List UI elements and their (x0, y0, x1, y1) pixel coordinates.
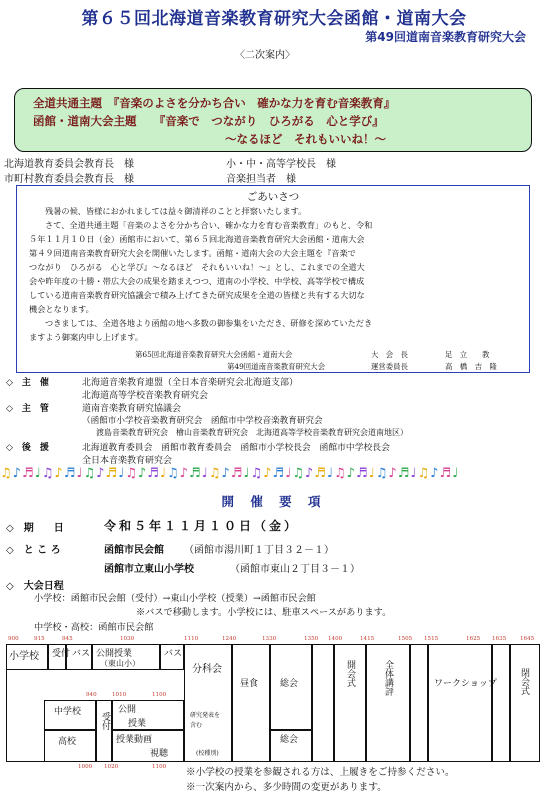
plenary-label: 総会 (280, 679, 299, 689)
signature-role-1: 大 会 長 (371, 350, 408, 359)
jh-class-label-2: 授業 (128, 719, 147, 729)
greeting-line: さて、全道共通主題「音楽のよさを分かち合い、確かな力を育む音楽教育」のもと、令和 (45, 220, 373, 230)
lunch-cell (232, 644, 270, 762)
lecture-label: 全体講評 (383, 660, 393, 696)
time-tick: 1030 (120, 636, 135, 642)
theme-line-1: 全道共通主題 『音楽のよさを分かち合い 確かな力を育む音楽教育』 (33, 96, 396, 110)
greeting-line: 機会となります。 (29, 304, 94, 314)
time-tick: 1645 (520, 636, 535, 642)
jh-label: 中学校 (54, 707, 82, 717)
opening-label: 開会式 (345, 660, 355, 687)
gap-cell-2 (410, 644, 428, 762)
reception-label-1: 受付 (52, 649, 71, 659)
date-value: 令和５年１１月１０日（金） (104, 519, 300, 533)
page-title: 第６５回北海道音楽教育研究大会函館・道南大会 (81, 9, 467, 29)
breakout-sub-1: 研究発表を (190, 712, 221, 719)
place-label: ◇ と こ ろ (6, 545, 61, 556)
venue-2-address: （函館市東山２丁目３－１） (230, 564, 360, 575)
manage-label: ◇ 主 管 (6, 404, 49, 414)
host-line-1: 北海道音楽教育連盟（全日本音楽研究会北海道支部） (82, 378, 299, 388)
timetable-note-2: ※一次案内から、多少時間の変更があります。 (186, 782, 387, 793)
greeting-line: ますよう御案内申し上げます。 (29, 332, 143, 342)
closing-cell (510, 644, 540, 762)
gap-cell-3 (492, 644, 510, 762)
bus-note: ※バスで移動します。小学校には、駐車スペースがあります。 (136, 607, 392, 618)
signature-name-1: 足 立 教 (445, 350, 490, 359)
time-tick: 915 (34, 636, 45, 642)
time-tick: 1240 (222, 636, 237, 642)
greeting-line: つきましては、全道各地より函館の地へ多数の御参集をいただき、研修を深めていただき (45, 318, 373, 328)
reception-label-2: 受付 (100, 712, 110, 730)
breakout-sub-2: 含む (190, 722, 203, 729)
venue-1: 函館市民会館 (104, 545, 164, 556)
hs-video-label-1: 授業動画 (116, 735, 153, 745)
greeting-line: ５年１１月１０日（金）函館市において、第６５回北海道音楽教育研究大会函館・道南大会 (29, 234, 365, 244)
time-tick: 1635 (492, 636, 507, 642)
time-tick: 1415 (360, 636, 375, 642)
open-class-label: 公開授業 (96, 649, 133, 659)
gap-cell (312, 644, 334, 762)
addressee-2: 小・中・高等学校長 様 (226, 159, 336, 170)
closing-label: 閉会式 (519, 668, 529, 695)
time-tick: 1505 (398, 636, 413, 642)
bus-label-2: バス (164, 649, 183, 659)
music-notes-decoration: ♫♪♬♩♫♪♬♩♫♪♬♩♫♪♬♩♫♪♬♩♫♪♬♩♫♪♬♩♫♪♬♩♫♪♬♩♫♪♬♩♫♪♬♩ (0, 466, 460, 481)
host-line-2: 北海道高等学校音楽教育研究会 (82, 391, 209, 401)
signature-org-1: 第65回北海道音楽教育研究大会函館・道南大会 (135, 350, 293, 359)
greeting-line: 第４９回道南音楽教育研究大会を開催いたします。函館・道南大会の大会主題を『音楽で (29, 248, 356, 258)
greeting-line: 残暑の候、皆様におかれましては益々御清祥のことと拝察いたします。 (45, 206, 307, 216)
notice-label: 〈二次案内〉 (235, 50, 295, 61)
open-class-sub: （東山小） (100, 659, 140, 668)
addressee-3: 市町村教育委員会教育長 様 (4, 174, 134, 185)
time-tick: 1100 (152, 764, 167, 770)
hs-video-label-2: 視聴 (150, 749, 169, 759)
breakout-label: 分科会 (192, 664, 222, 675)
addressee-1: 北海道教育委員会教育長 様 (4, 159, 134, 170)
host-label: ◇ 主 催 (6, 378, 49, 388)
time-tick: 1625 (466, 636, 481, 642)
elementary-route: 小学校：函館市民会館（受付）→東山小学校（授業）→函館市民会館 (34, 593, 316, 604)
date-label: ◇ 期 日 (6, 523, 64, 534)
time-tick: 1010 (112, 692, 127, 698)
time-tick: 1110 (184, 636, 199, 642)
summary-heading: 開 催 要 項 (221, 494, 327, 509)
greeting-line: 会や昨年度の十勝・帯広大会の成果を踏まえつつ、道南の小学校、中学校、高等学校で構成 (29, 276, 365, 286)
lunch-label: 昼食 (240, 679, 259, 689)
workshop-cell (428, 644, 492, 762)
addressee-4: 音楽担当者 様 (226, 174, 296, 185)
signature-org-2: 第49回道南音楽教育研究大会 (227, 362, 326, 371)
plenary-label-2: 総会 (280, 735, 299, 745)
timetable-note-1: ※小学校の授業を参観される方は、上履きをご持参ください。 (186, 767, 455, 778)
theme-line-3: ～なるほど それもいいね！～ (225, 132, 386, 146)
time-tick: 1400 (328, 636, 343, 642)
theme-box (14, 88, 532, 152)
page-subtitle: 第49回道南音楽教育研究大会 (365, 30, 526, 44)
workshop-label: ワークショップ (434, 679, 497, 689)
time-tick: 1020 (104, 764, 119, 770)
signature-name-2: 高 橋 吉 隆 (445, 362, 497, 371)
time-tick: 1330 (262, 636, 277, 642)
time-tick: 1350 (304, 636, 319, 642)
bus-label: バス (72, 649, 91, 659)
venue-1-address: （函館市湯川町１丁目３２－１） (184, 545, 334, 556)
manage-line-1: 道南音楽教育研究協議会 (82, 404, 182, 414)
signature-role-2: 運営委員長 (371, 362, 408, 371)
support-line-1: 北海道教育委員会 函館市教育委員会 函館市小学校長会 函館市中学校長会 (82, 443, 390, 453)
time-tick: 945 (62, 636, 73, 642)
breakout-sub-3: (校種別) (196, 750, 219, 757)
greeting-box (16, 185, 530, 373)
support-line-2: 全日本音楽教育研究会 (82, 456, 173, 466)
reception-cell-2 (96, 700, 112, 762)
jh-hs-route: 中学校・高校：函館市民会館 (34, 622, 154, 633)
time-tick: 940 (86, 692, 97, 698)
time-tick: 900 (8, 636, 19, 642)
schedule-label: ◇ 大会日程 (6, 581, 64, 592)
support-label: ◇ 後 援 (6, 443, 49, 453)
greeting-line: している道南音楽教育研究協議会で積み上げてきた研究成果を全道の皆様と共有する大切な (29, 290, 365, 300)
manage-line-2: （函館市小学校音楽教育研究会 函館市中学校音楽教育研究会 (82, 416, 323, 426)
time-tick: 1515 (424, 636, 439, 642)
time-tick: 1000 (78, 764, 93, 770)
manage-line-3: 渡島音楽教育研究会 檜山音楽教育研究会 北海道高等学校音楽教育研究会道南地区） (96, 428, 408, 437)
greeting-title: ごあいさつ (246, 191, 300, 203)
greeting-line: つながり ひろがる 心と学び』～なるほど それもいいね！～』とし、これまでの全道大 (29, 262, 365, 272)
jh-class-label-1: 公開 (118, 705, 137, 715)
elementary-label: 小学校 (9, 651, 39, 662)
theme-line-2: 函館・道南大会主題 『音楽で つながり ひろがる 心と学び』 (33, 114, 384, 128)
time-tick: 1100 (152, 692, 167, 698)
venue-2: 函館市立東山小学校 (104, 564, 194, 575)
hs-label: 高校 (58, 737, 77, 747)
